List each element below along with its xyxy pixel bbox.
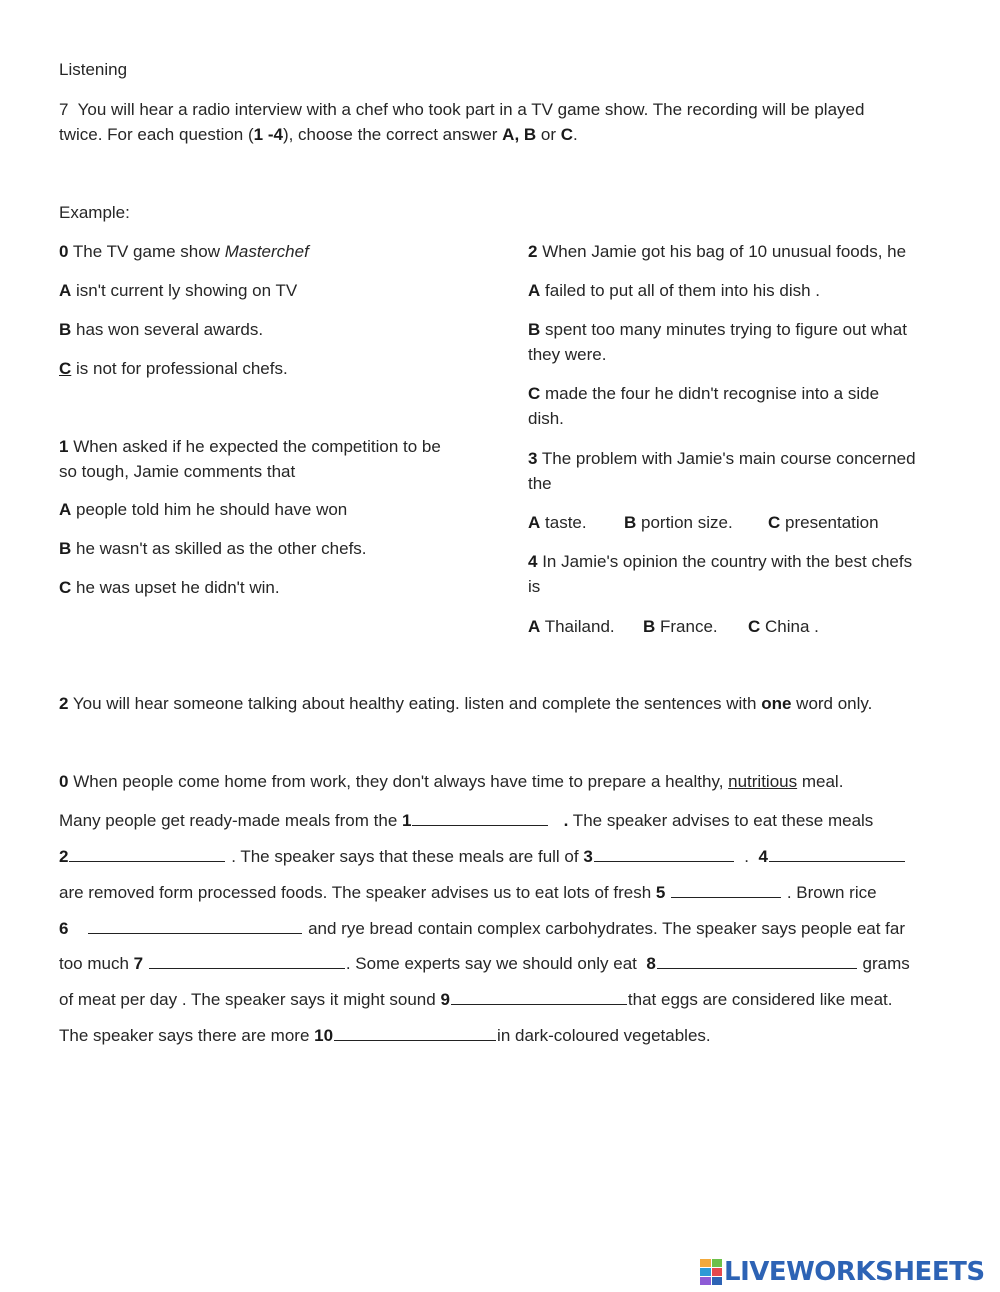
task2-instructions: [59, 694, 872, 714]
q1-a-letter: A: [59, 500, 72, 519]
passage-line-8: [59, 1023, 711, 1046]
passage-line-2: [59, 808, 873, 831]
passage-line-4-text: are removed form processed foods. The speaker advises us to eat lots of fresh: [59, 883, 656, 902]
q0-stem-text: The TV game show: [72, 242, 225, 261]
blank-3-input[interactable]: [594, 844, 734, 862]
task1-ab: A, B: [502, 125, 537, 144]
logo-block: [712, 1259, 723, 1267]
task1-instr-mid: ), choose the correct answer: [282, 125, 503, 144]
q0-b-letter: B: [59, 320, 72, 339]
q0-a-text: isn't current ly showing on TV: [76, 281, 298, 300]
q4-a-letter: A: [528, 617, 541, 636]
q2-stem-text: When Jamie got his bag of 10 unusual foods, he: [542, 242, 907, 261]
q1-number: 1: [59, 437, 69, 456]
blank-3-number: 3: [583, 847, 593, 866]
passage-line-4: [59, 880, 877, 903]
q1-option-b[interactable]: [59, 539, 367, 559]
q4-b-letter: B: [643, 617, 656, 636]
q1-c-text: he was upset he didn't win.: [76, 578, 280, 597]
q4-stem-line1: In Jamie's opinion the country with the best chefs: [542, 552, 913, 571]
q3-stem-line1: The problem with Jamie's main course concerned: [541, 449, 916, 468]
q1-option-c[interactable]: [59, 578, 280, 598]
blank-9-number: 9: [440, 990, 450, 1009]
q3-option-b[interactable]: [624, 513, 733, 533]
q0-option-b[interactable]: [59, 320, 263, 340]
q1-stem-line2: so tough, Jamie comments that: [59, 462, 296, 481]
passage-line-3-text: . The speaker says that these meals are full of: [226, 847, 584, 866]
q3-c-text: presentation: [785, 513, 879, 532]
q0-a-letter: A: [59, 281, 72, 300]
q2-b-letter: B: [528, 320, 541, 339]
blank-5-number: 5: [655, 883, 666, 902]
task1-c: C: [560, 125, 574, 144]
blank-5-input[interactable]: [671, 880, 781, 898]
task1-end: .: [573, 125, 578, 144]
q4-number: 4: [528, 552, 538, 571]
example-label: Example:: [59, 203, 130, 222]
q4-a-text: Thailand.: [544, 617, 615, 636]
blank-2-number: 2: [59, 847, 69, 866]
q2-b-text-line2: they were.: [528, 345, 607, 364]
q0-number: 0: [59, 242, 69, 261]
q3-b-text: portion size.: [641, 513, 733, 532]
blank-1-input[interactable]: [412, 808, 548, 826]
task2-instr-bold: one: [761, 694, 792, 713]
example-answer: nutritious: [728, 772, 798, 791]
blank-10-input[interactable]: [334, 1023, 496, 1041]
q3-stem-line2: the: [528, 474, 552, 493]
passage-line-5-end: and rye bread contain complex carbohydrates. The speaker says people eat far: [303, 919, 906, 938]
task2-instr-text: You will hear someone talking about healthy eating. listen and complete the sentences with: [72, 694, 762, 713]
passage-line-8-text: The speaker says there are more: [59, 1026, 315, 1045]
q2-a-text: failed to put all of them into his dish .: [545, 281, 821, 300]
blank-6-input[interactable]: [88, 916, 302, 934]
blank-0-number: 0: [59, 772, 69, 791]
task1-instr-line1: You will hear a radio interview with a chef who took part in a TV game show. The recording will be played: [77, 100, 865, 119]
blank-8-input[interactable]: [657, 951, 857, 969]
q1-stem-line1: When asked if he expected the competition to be: [73, 437, 441, 456]
q0-option-a[interactable]: [59, 281, 297, 301]
blank-7-number: 7: [133, 954, 144, 973]
q1-c-letter: C: [59, 578, 72, 597]
q4-option-c[interactable]: [748, 617, 819, 637]
q0-c-letter: C: [59, 359, 72, 378]
passage-line-6-text: too much: [59, 954, 134, 973]
blank-4-number: 4: [758, 847, 768, 866]
logo-block: [700, 1268, 711, 1276]
logo-block: [712, 1277, 723, 1285]
q0-option-c[interactable]: [59, 359, 288, 379]
passage-line-3: [59, 844, 906, 867]
blank-1-number: 1: [402, 811, 412, 830]
q4-b-text: France.: [660, 617, 718, 636]
blank-9-input[interactable]: [451, 987, 627, 1005]
passage-line-8-end: in dark-coloured vegetables.: [497, 1026, 711, 1045]
task1-or: or: [536, 125, 561, 144]
q2-b-text-line1: spent too many minutes trying to figure out what: [545, 320, 907, 339]
passage-line-4-end: . Brown rice: [782, 883, 877, 902]
task2-instr-end: word only.: [791, 694, 873, 713]
passage-line-3-dot: .: [739, 847, 754, 866]
task1-range: 1 -4: [253, 125, 283, 144]
q0-b-text: has won several awards.: [76, 320, 264, 339]
passage-line-2-end: The speaker advises to eat these meals: [568, 811, 874, 830]
task1-instructions: [59, 97, 864, 147]
q3-b-letter: B: [624, 513, 637, 532]
passage-line-1-text: When people come home from work, they don't always have time to prepare a healthy,: [73, 772, 729, 791]
q4-c-text: China .: [765, 617, 819, 636]
blank-10-number: 10: [314, 1026, 334, 1045]
passage-line-6-end: grams: [857, 954, 910, 973]
question-0-stem: [59, 242, 309, 262]
passage-line-7-text: of meat per day . The speaker says it might sound: [59, 990, 441, 1009]
q1-a-text: people told him he should have won: [76, 500, 348, 519]
passage-line-2-text: Many people get ready-made meals from the: [59, 811, 403, 830]
q3-option-a[interactable]: [528, 513, 587, 533]
q4-c-letter: C: [748, 617, 761, 636]
q3-number: 3: [528, 449, 538, 468]
q4-stem-line2: is: [528, 577, 541, 596]
q3-option-c[interactable]: [768, 513, 879, 533]
brand-name: LIVEWORKSHEETS: [724, 1257, 985, 1287]
q2-number: 2: [528, 242, 538, 261]
blank-2-input[interactable]: [69, 844, 225, 862]
q1-option-a[interactable]: [59, 500, 347, 520]
q4-option-b[interactable]: [643, 617, 718, 637]
passage-line-1-end: meal.: [797, 772, 844, 791]
question-4-stem: [528, 549, 912, 599]
task2-number: 2: [59, 694, 69, 713]
task1-number: 7: [59, 100, 69, 119]
q0-show-title: Masterchef: [224, 242, 309, 261]
passage-line-5: [59, 916, 905, 939]
passage-line-6-mid: . Some experts say we should only eat: [345, 954, 642, 973]
passage-line-7-end: that eggs are considered like meat.: [627, 990, 893, 1009]
task1-instr-line2: twice. For each question (: [59, 125, 254, 144]
blank-6-number: 6: [59, 919, 69, 938]
passage-line-7: [59, 987, 893, 1010]
q2-c-text-line1: made the four he didn't recognise into a side: [545, 384, 880, 403]
q2-a-letter: A: [528, 281, 541, 300]
passage-line-2-dot: .: [563, 811, 569, 830]
q2-option-a[interactable]: [528, 281, 820, 301]
q2-c-letter: C: [528, 384, 541, 403]
page-heading: Listening: [59, 60, 128, 79]
q4-option-a[interactable]: [528, 617, 615, 637]
logo-block: [700, 1259, 711, 1267]
q0-c-text: is not for professional chefs.: [76, 359, 288, 378]
logo-blocks-icon: [700, 1259, 722, 1285]
blank-8-number: 8: [646, 954, 656, 973]
q3-a-text: taste.: [545, 513, 587, 532]
question-1-stem: [59, 434, 441, 484]
q2-c-text-line2: dish.: [528, 409, 564, 428]
q3-a-letter: A: [528, 513, 541, 532]
q1-b-letter: B: [59, 539, 72, 558]
question-3-stem: [528, 446, 916, 496]
question-2-stem: [528, 242, 906, 262]
liveworksheets-logo: [700, 1252, 1000, 1292]
passage-line-1: [59, 772, 843, 792]
q2-option-b[interactable]: [528, 317, 907, 367]
logo-block: [712, 1268, 723, 1276]
passage-line-6: [59, 951, 910, 974]
q1-b-text: he wasn't as skilled as the other chefs.: [76, 539, 367, 558]
blank-7-input[interactable]: [149, 951, 345, 969]
blank-4-input[interactable]: [769, 844, 905, 862]
q2-option-c[interactable]: [528, 381, 879, 431]
logo-block: [700, 1277, 711, 1285]
q3-c-letter: C: [768, 513, 781, 532]
